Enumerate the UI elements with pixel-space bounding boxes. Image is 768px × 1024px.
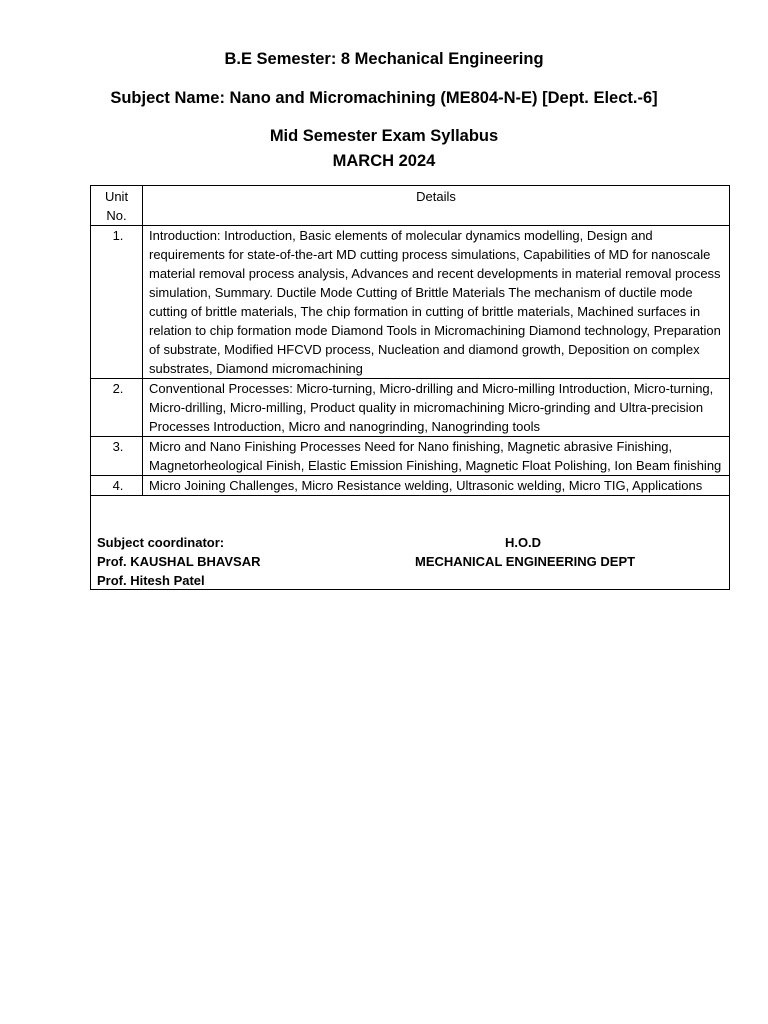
exam-date-heading: MARCH 2024	[332, 152, 436, 170]
signature-block	[91, 496, 729, 589]
unit-details-cell: Conventional Processes: Micro-turning, Micro-drilling and Micro-milling Introduction, Micro-turning, Micro-drilling, Micro-milling, Product quality in micromachining Micro-grinding and Ultra-precision Processes Introduction, Micro and nanogrinding, Nanogrinding tools	[143, 379, 730, 437]
details-header: Details	[143, 186, 730, 226]
table-row	[91, 476, 730, 496]
coordinator-block	[97, 533, 260, 590]
unit-number-cell: 3.	[91, 437, 143, 476]
unit-number-cell: 4.	[91, 476, 143, 496]
semester-heading: B.E Semester: 8 Mechanical Engineering	[224, 50, 544, 68]
signature-cell	[91, 496, 730, 590]
table-row	[91, 437, 730, 476]
table-row	[91, 226, 730, 379]
hod-department: MECHANICAL ENGINEERING DEPT	[415, 554, 636, 569]
unit-details-cell: Micro and Nano Finishing Processes Need for Nano finishing, Magnetic abrasive Finishing, Magnetorheological Finish, Elastic Emission Finishing, Magnetic Float Polishing, Ion Beam finishing	[143, 437, 730, 476]
unit-number-cell: 2.	[91, 379, 143, 437]
exam-title-heading: Mid Semester Exam Syllabus	[269, 127, 499, 145]
coordinator-label: Subject coordinator:	[97, 535, 225, 550]
hod-label: H.O.D	[504, 535, 542, 550]
unit-details-cell: Introduction: Introduction, Basic elements of molecular dynamics modelling, Design and requirements for state-of-the-art MD cutting process simulations, Capabilities of MD for nanoscale material removal process analysis, Advances and recent developments in material removal process simulation, Summary. Ductile Mode Cutting of Brittle Materials The mechanism of ductile mode cutting of brittle materials, The chip formation in cutting of brittle materials, Machined surfaces in relation to chip formation mode Diamond Tools in Micromachining Diamond technology, Preparation of substrate, Modified HFCVD process, Nucleation and diamond growth, Deposition on complex substrates, Diamond micromachining	[143, 226, 730, 379]
hod-block	[415, 533, 636, 571]
subject-name-heading: Subject Name: Nano and Micromachining (ME804-N-E) [Dept. Elect.-6]	[110, 89, 658, 107]
coordinator-name-1: Prof. KAUSHAL BHAVSAR	[97, 554, 261, 569]
unit-number-cell: 1.	[91, 226, 143, 379]
table-header-row	[91, 186, 730, 226]
unit-details-cell: Micro Joining Challenges, Micro Resistance welding, Ultrasonic welding, Micro TIG, Applications	[143, 476, 730, 496]
signature-row	[91, 496, 730, 590]
table-row	[91, 379, 730, 437]
syllabus-table	[90, 185, 730, 590]
unit-no-header: Unit No.	[91, 186, 143, 226]
coordinator-name-2: Prof. Hitesh Patel	[97, 573, 205, 588]
